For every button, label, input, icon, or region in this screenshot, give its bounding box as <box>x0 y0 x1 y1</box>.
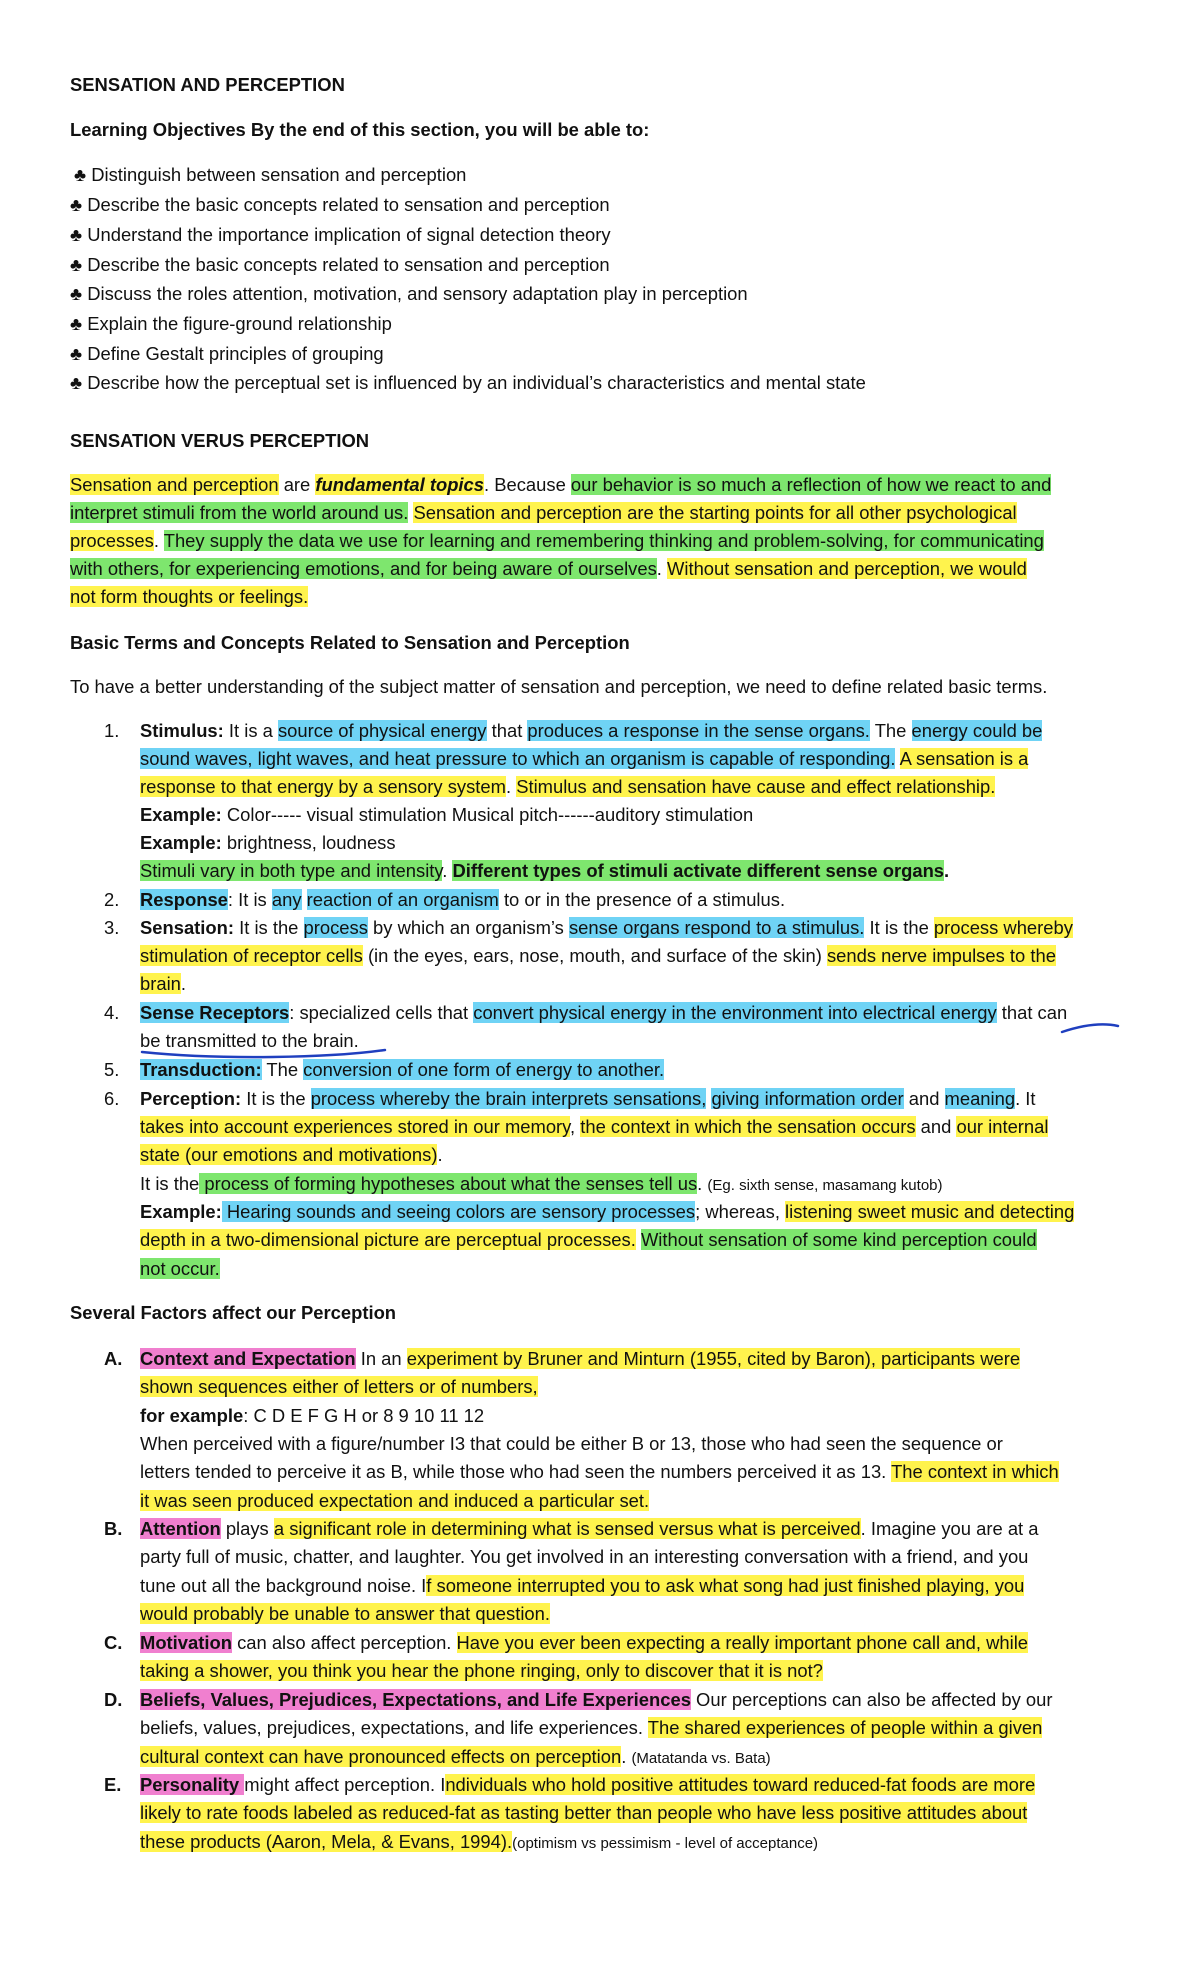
example-label: Example: <box>140 804 222 825</box>
highlight-yellow: state (our emotions and motivations) <box>140 1144 438 1165</box>
highlight-yellow: listening sweet music and detecting <box>785 1201 1075 1222</box>
highlight-yellow: cultural context can have pronounced effects on perception <box>140 1746 622 1767</box>
highlight-blue: meaning <box>944 1088 1016 1109</box>
text-run: that can <box>996 1002 1068 1023</box>
list-number: 1. <box>104 720 120 741</box>
text-run: : specialized cells that <box>289 1002 474 1023</box>
highlight-yellow: takes into account experiences stored in our memory <box>140 1116 571 1137</box>
club-bullet-icon: ♣ <box>70 194 83 215</box>
highlight-yellow: fundamental topics <box>315 474 485 495</box>
highlight-yellow: response to that energy by a sensory system <box>140 776 506 797</box>
text-run: . It <box>1015 1088 1036 1109</box>
highlight-blue: reaction of an organism <box>306 889 499 910</box>
handnote-text: (optimism vs pessimism - level of acceptance) <box>512 1835 819 1852</box>
highlight-yellow: Without sensation and perception, <box>667 558 951 579</box>
highlight-blue: source of physical energy <box>277 720 487 741</box>
handnote-text: (Eg. sixth sense, masamang kutob) <box>707 1177 943 1194</box>
text-run: and <box>915 1116 957 1137</box>
text-run: . <box>180 973 187 994</box>
objective-text: Understand the importance implication of signal detection theory <box>87 224 611 245</box>
objective-text: Describe the basic concepts related to sensation and perception <box>87 194 610 215</box>
text-run: can also affect perception. <box>231 1632 457 1653</box>
highlight-yellow: we would <box>950 558 1027 579</box>
highlight-green: Without sensation of some kind perception could <box>640 1229 1037 1250</box>
term-label: Perception: <box>140 1088 242 1109</box>
handnote-text: (Matatanda vs. Bata) <box>631 1750 771 1767</box>
example-label: Example: <box>140 1201 222 1222</box>
list-letter: E. <box>104 1774 122 1795</box>
highlight-yellow: Sensation and perception <box>70 474 279 495</box>
highlight-green: They supply the data we use for learning and remembering thinking and problem-solving, for communicating <box>163 530 1044 551</box>
text-run: The <box>869 720 912 741</box>
document-title: SENSATION AND PERCEPTION <box>70 74 345 95</box>
highlight-yellow: f someone interrupted you to ask what song had just finished playing, you <box>426 1575 1025 1596</box>
text-run: by which an organism’s <box>367 917 569 938</box>
example-label: Example: <box>140 832 222 853</box>
text-run: plays <box>220 1518 274 1539</box>
text-run: letters tended to perceive it as B, while those who had seen the numbers perceived it as 13. <box>140 1461 892 1482</box>
objectives-heading: Learning Objectives By the end of this section, you will be able to: <box>70 119 650 140</box>
text-run: : C D E F G H or 8 9 10 11 12 <box>243 1405 485 1426</box>
highlight-yellow: taking a shower, you think you hear the phone ringing, only to discover that it is not? <box>140 1660 823 1681</box>
term-label: Response <box>140 889 228 910</box>
text-run: (in the eyes, ears, nose, mouth, and surface of the skin) <box>362 945 827 966</box>
club-bullet-icon: ♣ <box>70 283 83 304</box>
list-number: 4. <box>104 1002 120 1023</box>
highlight-yellow: a significant role in determining what is sensed versus what is perceived <box>273 1518 861 1539</box>
highlight-green: Different types of stimuli activate different sense organs <box>452 860 945 881</box>
highlight-pink: Beliefs, Values, Prejudices, Expectations, and Life Experiences <box>140 1689 691 1710</box>
highlight-yellow: Stimulus and sensation have cause and effect relationship. <box>516 776 996 797</box>
text-run: , <box>570 1116 581 1137</box>
highlight-yellow: it was seen produced expectation and induced a particular set. <box>140 1490 650 1511</box>
list-number: 5. <box>104 1059 120 1080</box>
text-run: . <box>944 860 950 881</box>
section-heading: Basic Terms and Concepts Related to Sensation and Perception <box>70 632 630 653</box>
term-label: Transduction: <box>140 1059 262 1080</box>
highlight-blue: giving information order <box>711 1088 904 1109</box>
highlight-blue: Hearing sounds and seeing colors are sensory processes <box>221 1201 696 1222</box>
highlight-blue: any <box>271 889 302 910</box>
highlight-yellow: our internal <box>956 1116 1049 1137</box>
text-run: ; whereas, <box>695 1201 786 1222</box>
text-run: brightness, loudness <box>221 832 396 853</box>
text-run: party full of music, chatter, and laughter. You get involved in an interesting conversation with a friend, and you <box>140 1546 1029 1567</box>
highlight-pink: Personality <box>140 1774 245 1795</box>
highlight-yellow: Sensation and perception are the starting points for all other psychological <box>413 502 1017 523</box>
text-run: tune out all the background noise. I <box>140 1575 427 1596</box>
term-label: Sensation: <box>140 917 235 938</box>
objective-text: Discuss the roles attention, motivation, and sensory adaptation play in perception <box>87 283 748 304</box>
highlight-yellow: these products (Aaron, Mela, & Evans, 1994). <box>140 1831 513 1852</box>
objective-text: Define Gestalt principles of grouping <box>87 343 384 364</box>
text-run: In an <box>355 1348 407 1369</box>
highlight-blue: sense organs respond to a stimulus. <box>568 917 865 938</box>
highlight-blue: produces a response in the sense organs. <box>527 720 870 741</box>
objective-text: Explain the figure-ground relationship <box>87 313 392 334</box>
term-label: Stimulus: <box>140 720 224 741</box>
objective-text: Distinguish between sensation and perception <box>91 164 467 185</box>
objective-text: Describe the basic concepts related to sensation and perception <box>87 254 610 275</box>
highlight-yellow: depth in a two-dimensional picture are perceptual processes. <box>140 1229 636 1250</box>
term-label: Sense Receptors <box>140 1002 290 1023</box>
basic-intro: To have a better understanding of the subject matter of sensation and perception, we need to define related basic terms. <box>70 676 1048 697</box>
highlight-yellow: would probably be unable to answer that question. <box>140 1603 550 1624</box>
text-run: and <box>903 1088 945 1109</box>
club-bullet-icon: ♣ <box>74 164 87 185</box>
club-bullet-icon: ♣ <box>70 313 83 334</box>
club-bullet-icon: ♣ <box>70 343 83 364</box>
highlight-yellow: not form thoughts or feelings. <box>70 586 309 607</box>
highlight-yellow: shown sequences either of letters or of numbers, <box>140 1376 538 1397</box>
text-run: . <box>505 776 517 797</box>
club-bullet-icon: ♣ <box>70 224 83 245</box>
text-run: to or in the presence of a stimulus <box>498 889 780 910</box>
section-heading: Several Factors affect our Perception <box>70 1302 397 1323</box>
highlight-yellow: sends nerve impulses to the <box>826 945 1056 966</box>
pen-underline-stroke <box>1062 1024 1118 1032</box>
text-run: It is the <box>140 1173 200 1194</box>
highlight-yellow: A sensation is a <box>899 748 1029 769</box>
section-heading: SENSATION VERUS PERCEPTION <box>70 430 370 451</box>
highlight-green: our behavior is so much a reflection of how we react to and <box>570 474 1052 495</box>
highlight-green: process of forming hypotheses about what the senses tell us <box>199 1173 698 1194</box>
text-run: that <box>486 720 528 741</box>
text-run: might affect perception. I <box>244 1774 446 1795</box>
highlight-yellow: likely to rate foods labeled as reduced-fat as tasting better than people who have less positive attitudes about <box>140 1802 1028 1823</box>
highlight-blue: process whereby the <box>310 1088 486 1109</box>
list-number: 6. <box>104 1088 120 1109</box>
highlight-blue: brain interprets sensations, <box>485 1088 707 1109</box>
text-run: Color----- visual stimulation Musical pitch------auditory stimulation <box>221 804 754 825</box>
highlight-yellow: brain <box>140 973 181 994</box>
list-number: 3. <box>104 917 120 938</box>
pen-underline-stroke <box>142 1050 385 1057</box>
highlight-green: interpret stimuli from the world around us. <box>70 502 409 523</box>
list-letter: D. <box>104 1689 123 1710</box>
example-label: for example <box>140 1405 244 1426</box>
club-bullet-icon: ♣ <box>70 372 83 393</box>
highlight-pink: Motivation <box>140 1632 232 1653</box>
highlight-yellow: the context in which the sensation occurs <box>580 1116 916 1137</box>
highlight-blue: process <box>303 917 368 938</box>
text-run: It is the <box>241 1088 311 1109</box>
text-run: . <box>656 558 668 579</box>
text-run: It is the <box>864 917 934 938</box>
highlight-yellow: process whereby <box>933 917 1073 938</box>
text-run: It is a <box>223 720 278 741</box>
club-bullet-icon: ♣ <box>70 254 83 275</box>
text-run: beliefs, values, prejudices, expectations, and life experiences. <box>140 1717 648 1738</box>
objective-text: Describe how the perceptual set is influenced by an individual’s characteristics and mental state <box>87 372 866 393</box>
highlight-blue: energy could be <box>911 720 1043 741</box>
highlight-yellow: stimulation of receptor cells <box>140 945 363 966</box>
list-letter: A. <box>104 1348 123 1369</box>
highlight-blue: conversion of one form of energy to another. <box>303 1059 665 1080</box>
text-run: Our perceptions can also be affected by our <box>690 1689 1053 1710</box>
text-run: The <box>261 1059 304 1080</box>
list-number: 2. <box>104 889 120 910</box>
text-run: . <box>442 860 453 881</box>
highlight-green: not occur. <box>140 1258 220 1279</box>
highlight-yellow: experiment by Bruner and Minturn (1955, cited by Baron), participants were <box>406 1348 1021 1369</box>
highlight-blue: convert physical energy in the environment into electrical energy <box>473 1002 997 1023</box>
text-run: . <box>437 1144 443 1165</box>
text-run: . <box>621 1746 632 1767</box>
highlight-pink: Attention <box>140 1518 221 1539</box>
highlight-pink: Context and Expectation <box>140 1348 356 1369</box>
highlight-yellow: The context in which <box>891 1461 1059 1482</box>
highlight-green: Stimuli vary in both type and intensity <box>140 860 443 881</box>
highlight-yellow: Have you ever been expecting a really important phone call and, while <box>456 1632 1029 1653</box>
text-run: . Imagine you are at a <box>860 1518 1039 1539</box>
text-run: It is the <box>234 917 304 938</box>
text-run: . <box>697 1173 708 1194</box>
text-run: . <box>153 530 164 551</box>
list-letter: B. <box>104 1518 123 1539</box>
highlight-green: with others, for experiencing emotions, and for being aware of ourselves <box>70 558 657 579</box>
text-run: When perceived with a figure/number I3 that could be either B or 13, those who had seen the sequence or <box>140 1433 1003 1454</box>
text-run: are <box>278 474 316 495</box>
text-run: . Because <box>484 474 571 495</box>
text-run: . <box>779 889 786 910</box>
highlight-yellow: The shared experiences of people within a given <box>647 1717 1043 1738</box>
highlight-yellow: ndividuals who hold positive attitudes toward reduced-fat foods are more <box>445 1774 1036 1795</box>
highlight-yellow: processes <box>70 530 154 551</box>
highlight-blue: sound waves, light waves, and heat pressure to which an organism is capable of responding. <box>140 748 896 769</box>
text-run: be transmitted to the brain. <box>140 1030 359 1051</box>
text-run: : It is <box>227 889 272 910</box>
list-letter: C. <box>104 1632 123 1653</box>
